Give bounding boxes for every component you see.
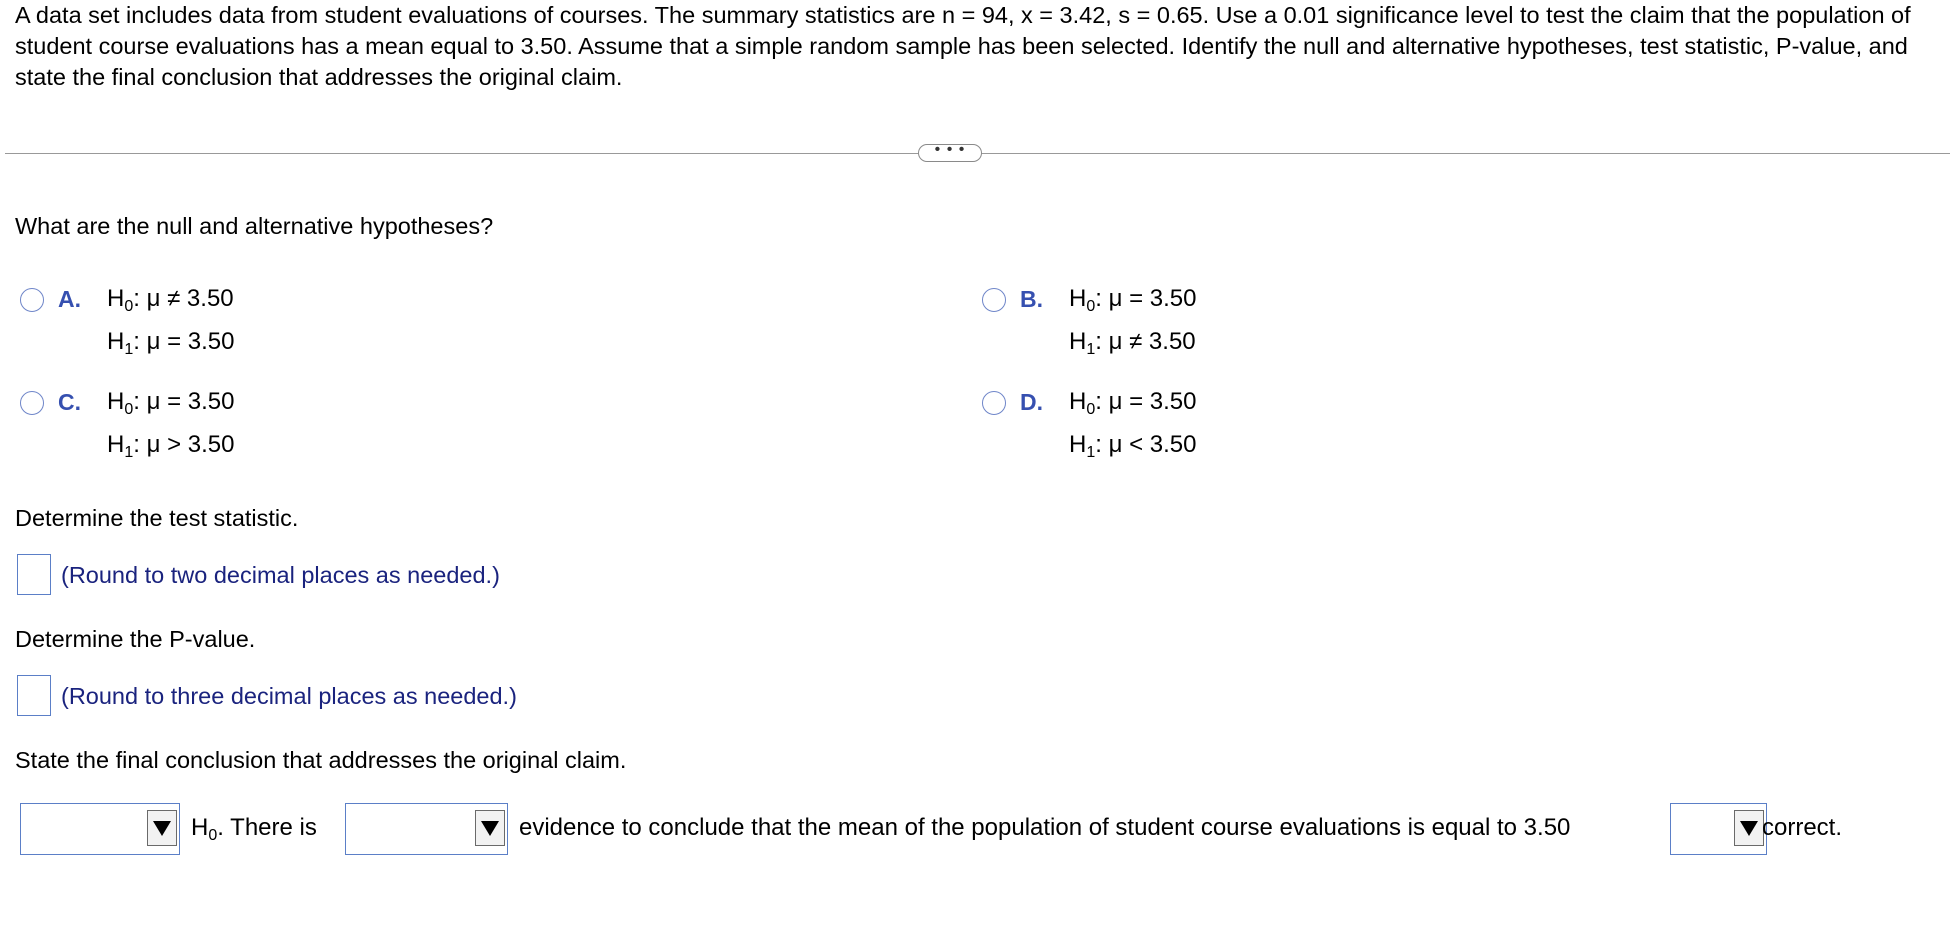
evidence-dropdown[interactable]: [345, 803, 508, 855]
option-d-letter: D.: [1020, 389, 1043, 415]
option-d-radio[interactable]: [982, 391, 1006, 415]
p-value-hint: (Round to three decimal places as needed.): [61, 683, 517, 709]
claim-dropdown[interactable]: [1670, 803, 1767, 855]
p-value-question: Determine the P-value.: [15, 626, 256, 652]
option-d[interactable]: [982, 385, 1582, 465]
conclusion-null-hypothesis-label: $H_0$. There is: [191, 814, 317, 844]
option-b-letter: B.: [1020, 286, 1043, 312]
option-d-null-hypothesis: $H_0$: μ = 3.50: [1069, 388, 1197, 418]
option-b-alternative-hypothesis: $H_1$: μ ≠ 3.50: [1069, 328, 1196, 358]
option-b-null-hypothesis: $H_0$: μ = 3.50: [1069, 285, 1197, 315]
option-a-alternative-hypothesis: $H_1$: μ = 3.50: [107, 328, 235, 358]
p-value-input[interactable]: [17, 675, 51, 716]
chevron-down-icon[interactable]: [1734, 810, 1764, 846]
option-b-radio[interactable]: [982, 288, 1006, 312]
option-b[interactable]: [982, 282, 1582, 362]
test-statistic-hint: (Round to two decimal places as needed.): [61, 562, 500, 588]
test-statistic-input[interactable]: [17, 554, 51, 595]
chevron-down-icon[interactable]: [475, 810, 505, 846]
conclusion-middle-text: evidence to conclude that the mean of the population of student course evaluations is equal to 3.50: [519, 814, 1571, 841]
conclusion-end-text: correct.: [1762, 814, 1843, 841]
option-c-alternative-hypothesis: $H_1$: μ > 3.50: [107, 431, 235, 461]
test-statistic-question: Determine the test statistic.: [15, 505, 299, 531]
option-a-radio[interactable]: [20, 288, 44, 312]
option-a-null-hypothesis: $H_0$: μ ≠ 3.50: [107, 285, 234, 315]
option-c[interactable]: [20, 385, 620, 465]
conclusion-question: State the final conclusion that addresses the original claim.: [15, 747, 627, 773]
option-c-radio[interactable]: [20, 391, 44, 415]
option-d-alternative-hypothesis: $H_1$: μ < 3.50: [1069, 431, 1197, 461]
hypotheses-question: What are the null and alternative hypotheses?: [15, 213, 494, 239]
option-c-null-hypothesis: $H_0$: μ = 3.50: [107, 388, 235, 418]
option-c-letter: C.: [58, 389, 81, 415]
reject-decision-dropdown[interactable]: [20, 803, 180, 855]
problem-statement: A data set includes data from student evaluations of courses. The summary statistics are n = 94, x = 3.42, s = 0.65. Use a 0.01 significance level to test the claim that the population of student course evaluations has a mean equal to 3.50. Assume that a simple random sample has been selected. Identify the null and alternative hypotheses, test statistic, P-value, and state the final conclusion that addresses the original claim.: [15, 2, 1911, 90]
show-more-button[interactable]: • • •: [918, 144, 982, 162]
option-a[interactable]: [20, 282, 620, 362]
option-a-letter: A.: [58, 286, 81, 312]
chevron-down-icon[interactable]: [147, 810, 177, 846]
